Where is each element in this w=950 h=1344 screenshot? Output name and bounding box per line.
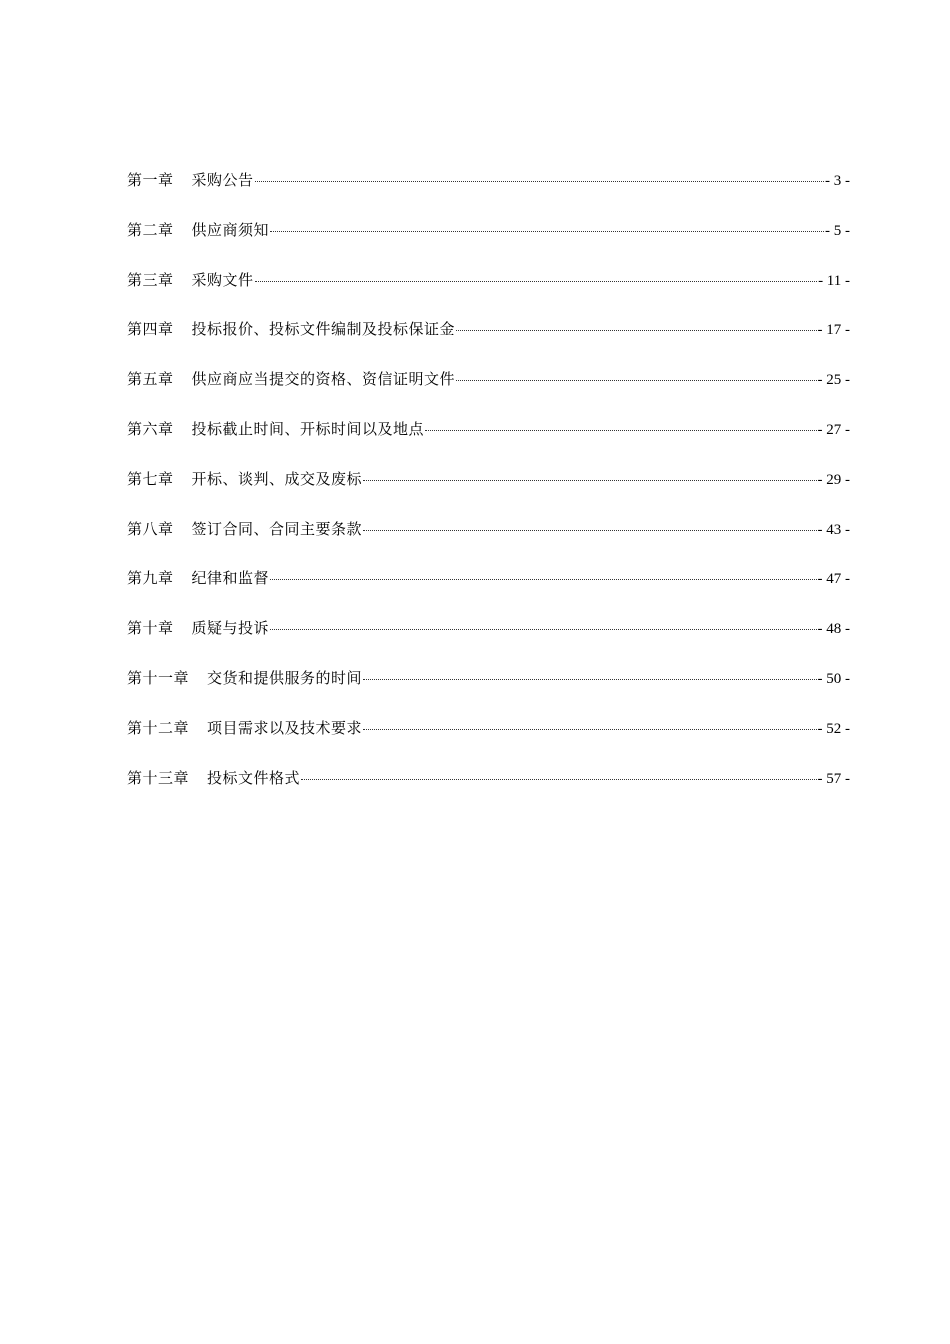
toc-entry-12[interactable] (127, 713, 850, 763)
toc-dot-leader (456, 329, 816, 331)
toc-page-number: - 50 - (817, 670, 850, 687)
toc-chapter-title: 投标文件格式 (207, 768, 301, 787)
toc-page-number: - 48 - (817, 621, 850, 638)
toc-chapter-title: 交货和提供服务的时间 (207, 668, 363, 687)
toc-page-number: - 11 - (818, 272, 850, 289)
toc-dot-leader (363, 479, 816, 481)
toc-entry-4[interactable] (127, 314, 850, 364)
toc-chapter-number: 第十一章 (127, 668, 190, 687)
toc-dot-leader (456, 379, 816, 381)
toc-page-number: - 5 - (825, 222, 850, 239)
toc-entry-2[interactable] (127, 215, 850, 265)
toc-chapter-title: 供应商应当提交的资格、资信证明文件 (191, 370, 456, 389)
toc-dot-leader (301, 778, 816, 780)
toc-page-number: - 17 - (817, 322, 850, 339)
toc-page-number: - 29 - (817, 471, 850, 488)
toc-chapter-title: 纪律和监督 (191, 569, 270, 588)
toc-chapter-number: 第九章 (127, 569, 174, 588)
toc-chapter-number: 第十章 (127, 619, 174, 638)
toc-chapter-number: 第七章 (127, 469, 174, 488)
toc-chapter-title: 投标报价、投标文件编制及投标保证金 (191, 320, 456, 339)
toc-chapter-title: 投标截止时间、开标时间以及地点 (191, 419, 425, 438)
toc-dot-leader (425, 429, 816, 431)
toc-chapter-title: 开标、谈判、成交及废标 (191, 469, 363, 488)
toc-entry-10[interactable] (127, 613, 850, 663)
toc-dot-leader (270, 230, 824, 232)
toc-entry-7[interactable] (127, 464, 850, 514)
toc-chapter-number: 第二章 (127, 220, 174, 239)
toc-entry-13[interactable] (127, 763, 850, 813)
toc-dot-leader (255, 280, 818, 282)
toc-dot-leader (270, 628, 816, 630)
toc-entry-11[interactable] (127, 663, 850, 713)
toc-page-number: - 47 - (817, 571, 850, 588)
toc-entry-5[interactable] (127, 364, 850, 414)
toc-chapter-title: 签订合同、合同主要条款 (191, 519, 363, 538)
toc-page-number: - 27 - (817, 421, 850, 438)
toc-dot-leader (255, 180, 824, 182)
toc-chapter-number: 第五章 (127, 370, 174, 389)
toc-page-number: - 57 - (817, 770, 850, 787)
toc-chapter-number: 第六章 (127, 419, 174, 438)
toc-page-number: - 52 - (817, 720, 850, 737)
toc-chapter-title: 质疑与投诉 (191, 619, 270, 638)
toc-entry-6[interactable] (127, 414, 850, 464)
toc-chapter-number: 第一章 (127, 171, 174, 189)
toc-entry-1[interactable] (127, 165, 850, 215)
toc-page-number: - 43 - (817, 521, 850, 538)
toc-chapter-number: 第十二章 (127, 718, 190, 737)
toc-dot-leader (363, 529, 816, 531)
toc-chapter-number: 第三章 (127, 270, 174, 289)
toc-chapter-title: 项目需求以及技术要求 (207, 718, 363, 737)
table-of-contents (127, 165, 850, 812)
toc-chapter-title: 供应商须知 (191, 220, 270, 239)
toc-dot-leader (270, 578, 816, 580)
toc-chapter-number: 第八章 (127, 519, 174, 538)
toc-dot-leader (363, 678, 816, 680)
toc-chapter-title: 采购文件 (191, 270, 254, 289)
toc-page-number: - 25 - (817, 372, 850, 389)
toc-dot-leader (363, 728, 816, 730)
toc-chapter-number: 第四章 (127, 320, 174, 339)
toc-chapter-title: 采购公告 (191, 171, 254, 189)
toc-chapter-number: 第十三章 (127, 768, 190, 787)
toc-entry-9[interactable] (127, 563, 850, 613)
toc-page-number: - 3 - (825, 173, 850, 189)
toc-entry-8[interactable] (127, 514, 850, 564)
toc-entry-3[interactable] (127, 265, 850, 315)
